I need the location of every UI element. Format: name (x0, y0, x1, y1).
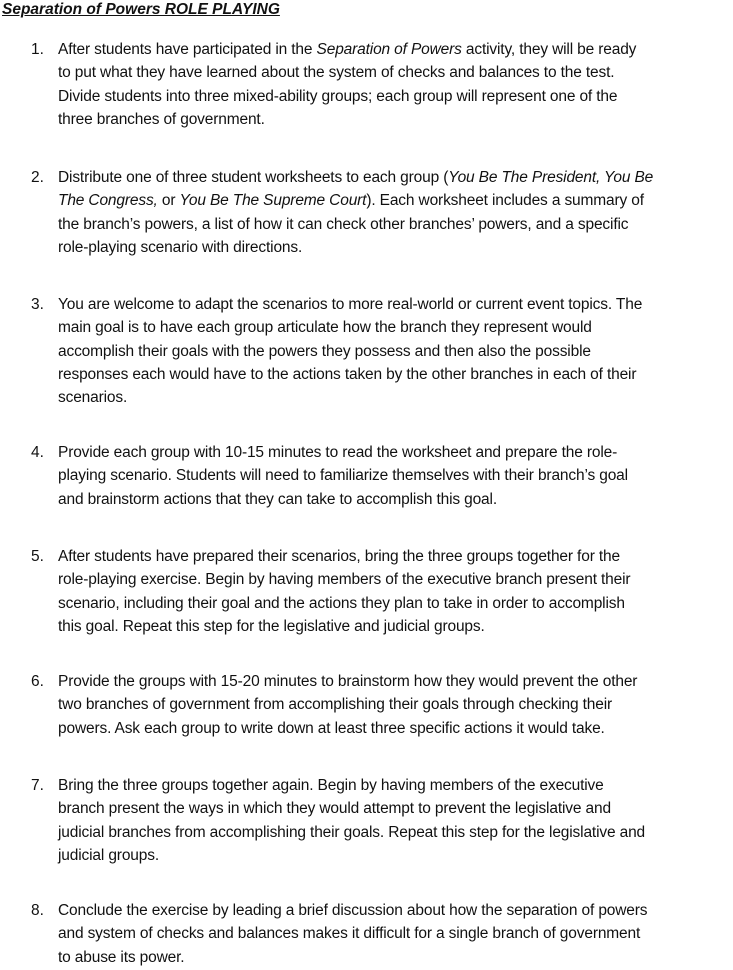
text-run: ). Each worksheet includes a summary of (366, 192, 644, 210)
item-number: 8. (31, 902, 44, 919)
item-text-line (58, 821, 645, 844)
item-text-line (58, 166, 653, 189)
item-text-line (58, 38, 636, 61)
text-run: You are welcome to adapt the scenarios to more real-world or current event topics. The (58, 296, 643, 313)
item-text-line (58, 236, 302, 259)
text-run: or (157, 192, 180, 210)
text-run: this goal. Repeat this step for the legislative and judicial groups. (58, 617, 485, 635)
text-run: judicial branches from accomplishing their goals. Repeat this step for the legislative and (58, 823, 646, 841)
text-run: the branch’s powers, a list of how it can check other branches’ powers, and a specific (58, 215, 629, 233)
item-text-line (58, 363, 636, 386)
item-text-line (58, 189, 644, 212)
item-number: 3. (31, 296, 44, 313)
text-run: Divide students into three mixed-ability groups; each group will represent one of the (58, 87, 618, 105)
item-text-line (58, 61, 614, 84)
item-text-line (58, 441, 617, 464)
italic-title: Separation of Powers (316, 41, 462, 58)
item-text-line (58, 488, 497, 511)
text-run: After students have participated in the (58, 41, 317, 58)
item-text-line (58, 568, 630, 591)
text-run: branch present the ways in which they would attempt to prevent the legislative and (58, 800, 611, 818)
item-number: 1. (31, 41, 44, 58)
item-text-line (58, 293, 642, 316)
text-run: Provide the groups with 15-20 minutes to brainstorm how they would prevent the other (58, 673, 638, 690)
text-run: accomplish their goals with the powers they possess and then also the possible (58, 342, 591, 360)
item-number: 5. (31, 548, 44, 565)
text-run: activity, they will be ready (461, 41, 637, 58)
italic-title: You Be The President, You Be (448, 169, 654, 186)
document-title: Separation of Powers ROLE PLAYING (2, 1, 280, 18)
text-run: and brainstorm actions that they can take to accomplish this goal. (58, 490, 497, 508)
item-text-line (58, 386, 127, 409)
item-text-line (58, 774, 604, 797)
item-number: 2. (31, 169, 44, 186)
text-run: main goal is to have each group articulate how the branch they represent would (58, 319, 592, 337)
item-text-line (58, 85, 617, 108)
item-text-line (58, 592, 625, 615)
item-text-line (58, 797, 611, 820)
text-run: Provide each group with 10-15 minutes to read the worksheet and prepare the role- (58, 444, 618, 461)
text-run: After students have prepared their scenarios, bring the three groups together for the (58, 548, 620, 565)
item-text-line (58, 717, 605, 740)
text-run: and system of checks and balances makes it difficult for a single branch of government (58, 925, 641, 943)
text-run: Conclude the exercise by leading a brief discussion about how the separation of powers (58, 902, 648, 919)
item-number: 6. (31, 673, 44, 690)
text-run: scenarios. (58, 389, 128, 407)
text-run: to abuse its power. (58, 948, 185, 966)
text-run: role-playing exercise. Begin by having members of the executive branch present their (58, 571, 631, 589)
item-text-line (58, 316, 592, 339)
text-run: two branches of government from accomplishing their goals through checking their (58, 696, 613, 714)
text-run: Distribute one of three student worksheets to each group ( (58, 169, 449, 186)
item-text-line (58, 340, 591, 363)
item-text-line (58, 108, 265, 131)
text-run: three branches of government. (58, 110, 265, 128)
item-number: 7. (31, 777, 44, 794)
text-run: judicial groups. (58, 846, 159, 864)
text-run: scenario, including their goal and the actions they plan to take in order to accomplish (58, 594, 625, 612)
item-text-line (58, 693, 612, 716)
item-text-line (58, 213, 628, 236)
item-text-line (58, 946, 184, 969)
text-run: playing scenario. Students will need to familiarize themselves with their branch’s goal (58, 467, 628, 485)
italic-title: You Be The Supreme Court (179, 192, 367, 210)
item-number: 4. (31, 444, 44, 461)
text-run: to put what they have learned about the system of checks and balances to the test. (58, 64, 615, 82)
item-text-line (58, 615, 485, 638)
item-text-line (58, 844, 159, 867)
item-text-line (58, 670, 637, 693)
item-text-line (58, 464, 628, 487)
item-text-line (58, 922, 640, 945)
text-run: Bring the three groups together again. Begin by having members of the executive (58, 777, 604, 794)
item-text-line (58, 545, 620, 568)
text-run: responses each would have to the actions taken by the other branches in each of their (58, 365, 637, 383)
italic-title: The Congress, (58, 192, 158, 210)
text-run: powers. Ask each group to write down at least three specific actions it would take. (58, 719, 605, 737)
item-text-line (58, 899, 647, 922)
text-run: role-playing scenario with directions. (58, 238, 303, 256)
